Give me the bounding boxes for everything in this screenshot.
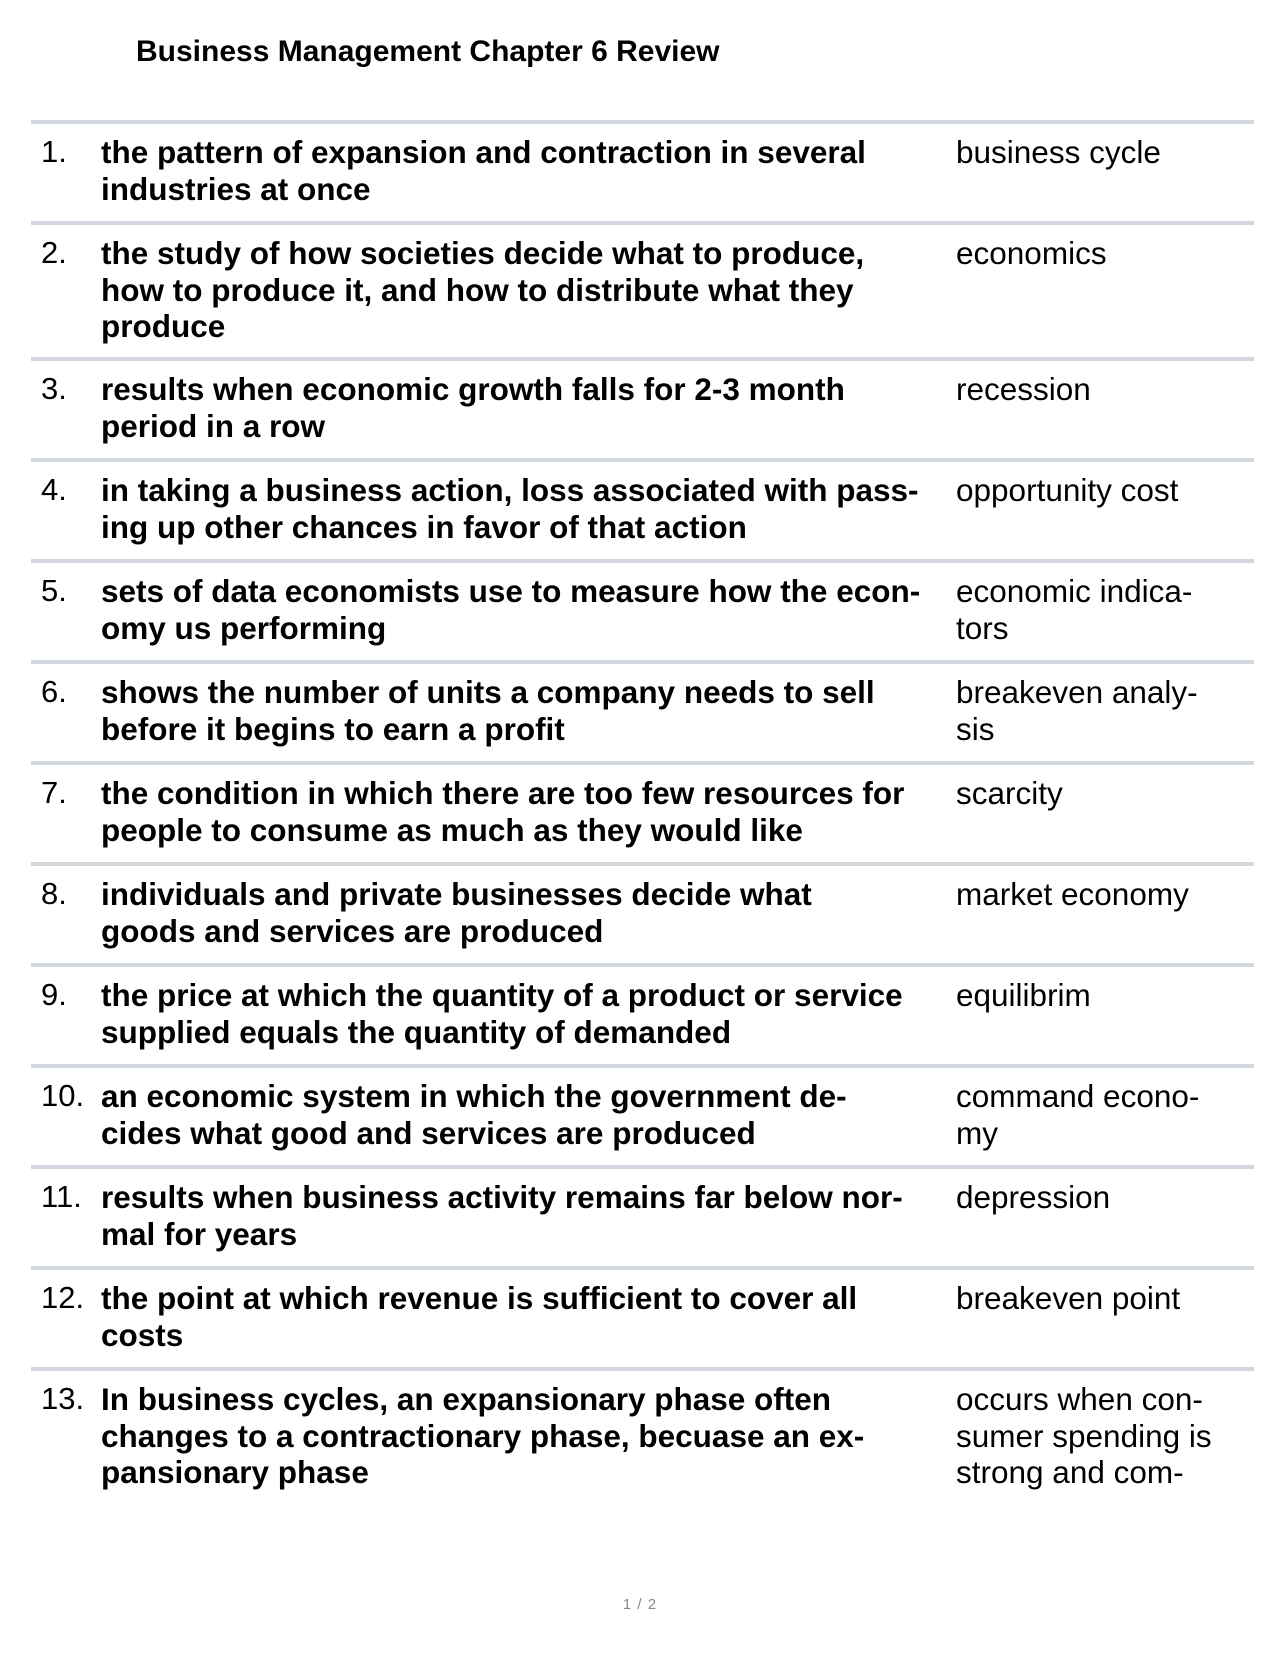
- term-line: tors: [956, 609, 1009, 646]
- term-line: sis: [956, 710, 995, 747]
- term-row: [31, 357, 1254, 458]
- item-number: 4.: [41, 472, 67, 507]
- definition-text: [101, 235, 981, 345]
- term-line: market economy: [956, 876, 1189, 912]
- item-number: 6.: [41, 674, 67, 709]
- definition-line: before it begins to earn a profit: [101, 710, 565, 747]
- definition-text: [101, 775, 981, 848]
- definition-text: [101, 674, 981, 747]
- definition-text: [101, 1078, 981, 1151]
- term-row: [31, 660, 1254, 761]
- definition-line: changes to a contractionary phase, becuase an ex-: [101, 1417, 865, 1454]
- term-text: [956, 371, 1246, 408]
- term-line: occurs when con-: [956, 1381, 1203, 1417]
- item-number: 1.: [41, 134, 67, 169]
- term-line: recession: [956, 371, 1091, 407]
- term-row: [31, 458, 1254, 559]
- definition-line: ing up other chances in favor of that action: [101, 508, 747, 545]
- definition-line: an economic system in which the government de-: [101, 1078, 847, 1114]
- term-line: scarcity: [956, 775, 1063, 811]
- term-line: sumer spending is: [956, 1417, 1212, 1454]
- definition-line: the study of how societies decide what to produce,: [101, 235, 865, 271]
- term-text: [956, 1280, 1246, 1317]
- term-line: depression: [956, 1179, 1111, 1215]
- term-row: [31, 1266, 1254, 1367]
- definition-line: shows the number of units a company needs to sell: [101, 674, 875, 710]
- term-row: [31, 120, 1254, 221]
- item-number: 3.: [41, 371, 67, 406]
- definition-line: omy us performing: [101, 609, 387, 646]
- definition-line: sets of data economists use to measure how the econ-: [101, 573, 921, 609]
- term-text: [956, 573, 1246, 646]
- definition-line: supplied equals the quantity of demanded: [101, 1013, 732, 1050]
- definition-line: the pattern of expansion and contraction in several: [101, 134, 866, 170]
- definition-text: [101, 977, 981, 1050]
- term-text: [956, 235, 1246, 272]
- definition-line: results when business activity remains far below nor-: [101, 1179, 903, 1215]
- item-number: 11.: [41, 1179, 82, 1214]
- item-number: 8.: [41, 876, 67, 911]
- term-list: [31, 120, 1254, 1503]
- definition-line: how to produce it, and how to distribute what they: [101, 271, 854, 308]
- term-text: [956, 775, 1246, 812]
- definition-line: produce: [101, 308, 226, 344]
- term-row: [31, 559, 1254, 660]
- item-number: 2.: [41, 235, 67, 270]
- item-number: 9.: [41, 977, 67, 1012]
- item-number: 12.: [41, 1280, 85, 1315]
- term-row: [31, 1165, 1254, 1266]
- term-row: [31, 1064, 1254, 1165]
- definition-text: [101, 472, 981, 545]
- definition-text: [101, 876, 981, 949]
- term-row: [31, 1367, 1254, 1503]
- item-number: 5.: [41, 573, 67, 608]
- term-line: economic indica-: [956, 573, 1193, 609]
- item-number: 7.: [41, 775, 67, 810]
- definition-line: the point at which revenue is sufficient to cover all: [101, 1280, 858, 1316]
- definition-text: [101, 1381, 981, 1491]
- term-row: [31, 963, 1254, 1064]
- definition-line: individuals and private businesses decide what: [101, 876, 812, 912]
- definition-line: goods and services are produced: [101, 912, 604, 949]
- definition-text: [101, 134, 981, 207]
- term-row: [31, 862, 1254, 963]
- term-text: [956, 977, 1246, 1014]
- term-line: breakeven point: [956, 1280, 1181, 1316]
- term-text: [956, 1381, 1246, 1491]
- definition-text: [101, 1280, 981, 1353]
- definition-line: in taking a business action, loss associated with pass-: [101, 472, 919, 508]
- term-line: economics: [956, 235, 1107, 271]
- page-counter: 1 / 2: [622, 1596, 658, 1613]
- term-text: [956, 674, 1246, 747]
- term-line: command econo-: [956, 1078, 1200, 1114]
- item-number: 10.: [41, 1078, 85, 1113]
- definition-line: people to consume as much as they would like: [101, 811, 803, 848]
- definition-line: mal for years: [101, 1215, 298, 1252]
- definition-line: industries at once: [101, 170, 371, 207]
- definition-line: the condition in which there are too few resources for: [101, 775, 905, 811]
- definition-text: [101, 1179, 981, 1252]
- term-row: [31, 761, 1254, 862]
- term-text: [956, 134, 1246, 171]
- term-line: strong and com-: [956, 1454, 1184, 1490]
- term-row: [31, 221, 1254, 357]
- definition-line: results when economic growth falls for 2-3 month: [101, 371, 845, 407]
- definition-text: [101, 371, 981, 444]
- definition-line: period in a row: [101, 407, 326, 444]
- term-text: [956, 1179, 1246, 1216]
- item-number: 13.: [41, 1381, 85, 1416]
- document-title: Business Management Chapter 6 Review: [136, 35, 720, 68]
- term-line: equilibrim: [956, 977, 1091, 1013]
- definition-text: [101, 573, 981, 646]
- definition-line: costs: [101, 1316, 184, 1353]
- term-text: [956, 472, 1246, 509]
- term-text: [956, 876, 1246, 913]
- definition-line: In business cycles, an expansionary phase often: [101, 1381, 832, 1417]
- term-line: business cycle: [956, 134, 1161, 170]
- term-line: opportunity cost: [956, 472, 1179, 508]
- term-line: my: [956, 1114, 998, 1151]
- definition-line: the price at which the quantity of a product or service: [101, 977, 903, 1013]
- term-line: breakeven analy-: [956, 674, 1198, 710]
- definition-line: cides what good and services are produced: [101, 1114, 756, 1151]
- definition-line: pansionary phase: [101, 1454, 369, 1490]
- term-text: [956, 1078, 1246, 1151]
